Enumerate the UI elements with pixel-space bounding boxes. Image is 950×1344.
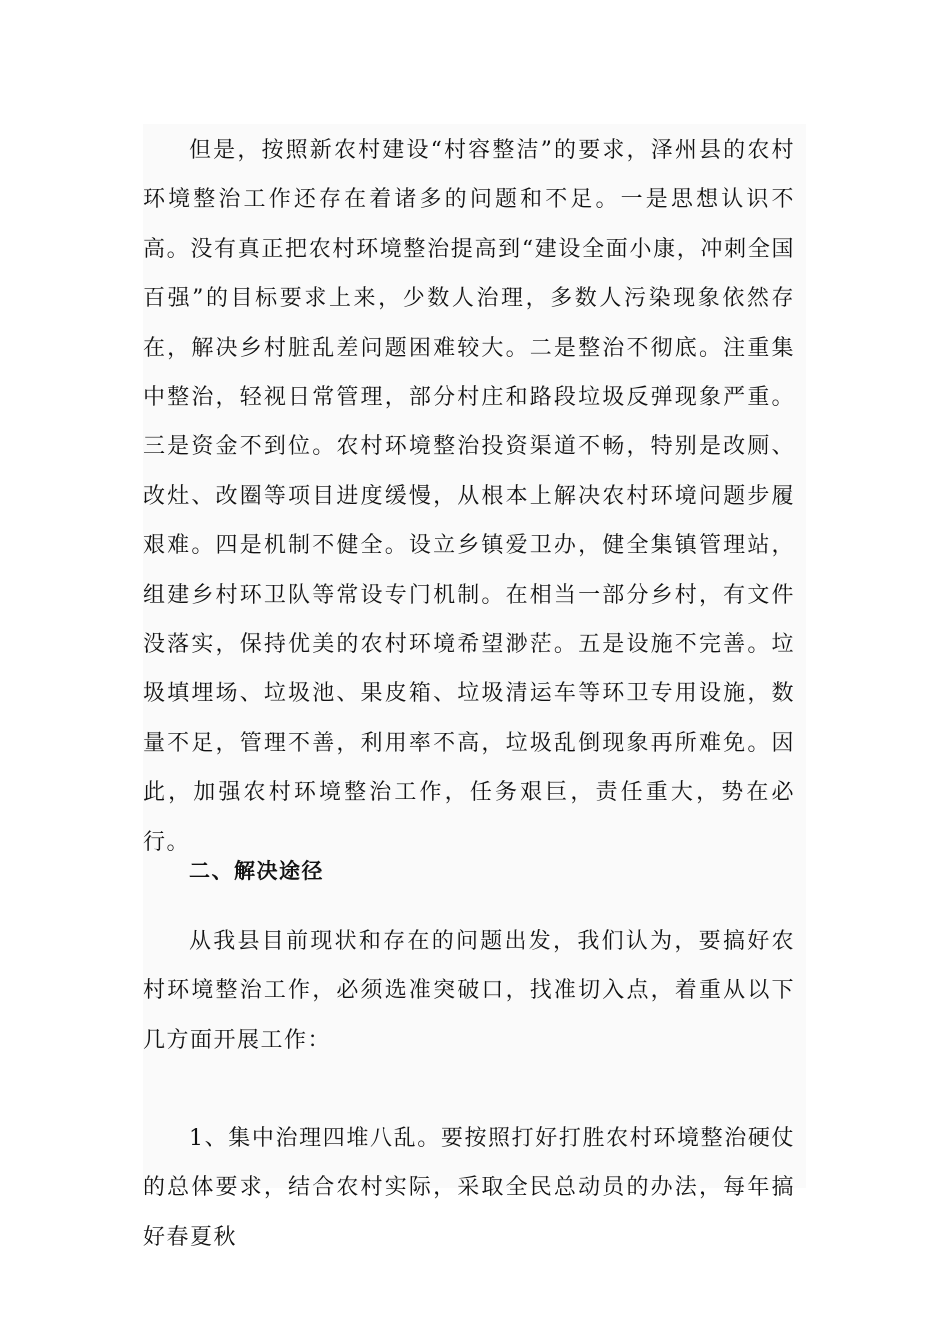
paragraph-approach: 从我县目前现状和存在的问题出发，我们认为，要搞好农村环境整治工作，必须选准突破口，找准切入点，着重从以下几方面开展工作： [143,929,795,1053]
section-heading: 二、解决途径 [189,859,324,883]
paragraph-problems: 但是，按照新农村建设“村容整洁”的要求，泽州县的农村环境整治工作还存在着诸多的问题和不足。一是思想认识不高。没有真正把农村环境整治提高到“建设全面小康，冲刺全国百强”的目标要求上来，少数人治理，多数人污染现象依然存在，解决乡村脏乱差问题困难较大。二是整治不彻底。注重集中整治，轻视日常管理，部分村庄和路段垃圾反弹现象严重。三是资金不到位。农村环境整治投资渠道不畅，特别是改厕、改灶、改圈等项目进度缓慢，从根本上解决农村环境问题步履艰难。四是机制不健全。设立乡镇爱卫办，健全集镇管理站，组建乡村环卫队等常设专门机制。在相当一部分乡村，有文件没落实，保持优美的农村环境希望渺茫。五是设施不完善。垃圾填埋场、垃圾池、果皮箱、垃圾清运车等环卫专用设施，数量不足，管理不善，利用率不高，垃圾乱倒现象再所难免。因此，加强农村环境整治工作，任务艰巨，责任重大，势在必行。 [143,138,795,855]
paragraph-item-1: 1、集中治理四堆八乱。要按照打好打胜农村环境整治硬仗的总体要求，结合农村实际，采取全民总动员的办法，每年搞好春夏秋 [143,1126,795,1250]
